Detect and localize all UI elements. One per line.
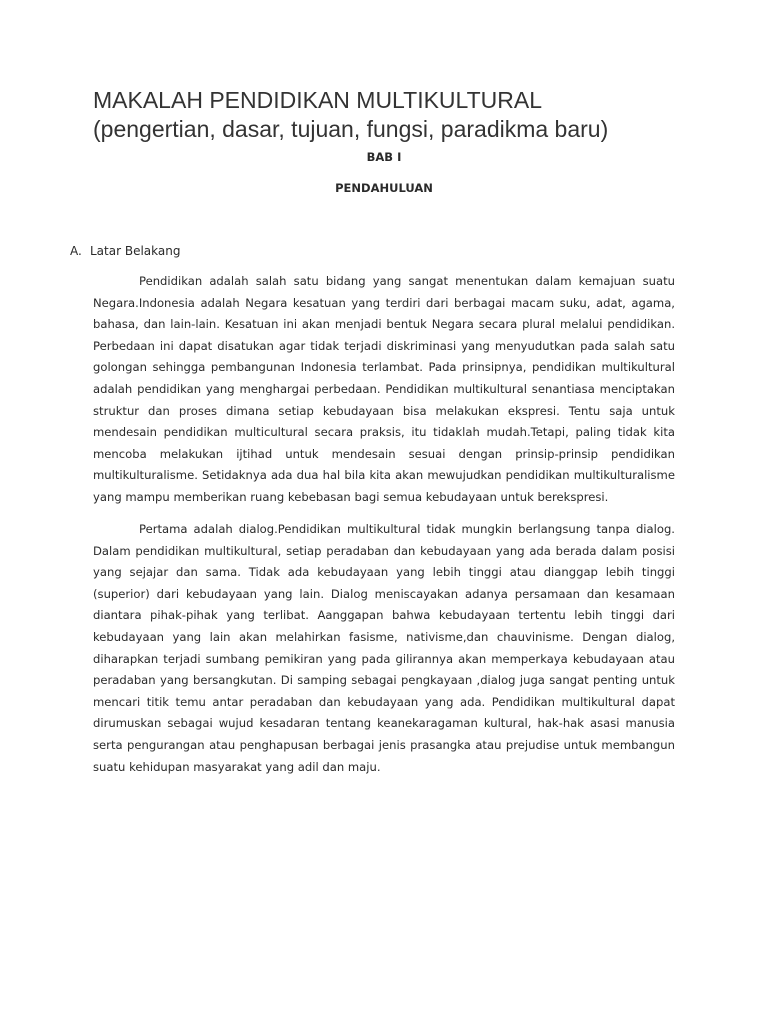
body-paragraph-1: Pendidikan adalah salah satu bidang yang sangat menentukan dalam kemajuan suatu Negara.Indonesia adalah Negara kesatuan yang terdiri dari berbagai macam suku, adat, agama, bahasa, dan lain-lain. Kesatuan ini akan menjadi bentuk Negara secara plural melalui pendidikan. Perbedaan ini dapat disatukan agar tidak terjadi diskriminasi yang menyudutkan pada salah satu golongan sehingga pembangunan Indonesia terlambat. Pada prinsipnya, pendidikan multikultural adalah pendidikan yang menghargai perbedaan. Pendidikan multikultural senantiasa menciptakan struktur dan proses dimana setiap kebudayaan bisa melakukan ekspresi. Tentu saja untuk mendesain pendidikan multicultural secara praksis, itu tidaklah mudah.Tetapi, paling tidak kita mencoba melakukan ijtihad untuk mendesain sesuai dengan prinsip-prinsip pendidikan multikulturalisme. Setidaknya ada dua hal bila kita akan mewujudkan pendidikan multikulturalisme yang mampu memberikan ruang kebebasan bagi semua kebudayaan untuk berekspresi. — [93, 274, 675, 504]
chapter-title: PENDAHULUAN — [335, 181, 433, 195]
body-paragraph-2: Pertama adalah dialog.Pendidikan multikultural tidak mungkin berlangsung tanpa dialog. Dalam pendidikan multikultural, setiap peradaban dan kebudayaan yang ada berada dalam posisi yang sejajar dan sama. Tidak ada kebudayaan yang lebih tinggi atau dianggap lebih tinggi (superior) dari kebudayaan yang lain. Dialog meniscayakan adanya persamaan dan kesamaan diantara pihak-pihak yang terlibat. Aanggapan bahwa kebudayaan tertentu lebih tinggi dari kebudayaan yang lain akan melahirkan fasisme, nativisme,dan chauvinisme. Dengan dialog, diharapkan terjadi sumbang pemikiran yang pada gilirannya akan memperkaya kebudayaan atau peradaban yang bersangkutan. Di samping sebagai pengkayaan ,dialog juga sangat penting untuk mencari titik temu antar peradaban dan kebudayaan yang ada. Pendidikan multikultural dapat dirumuskan sebagai wujud kesadaran tentang keanekaragaman kultural, hak-hak asasi manusia serta pengurangan atau penghapusan berbagai jenis prasangka atau prejudise untuk membangun suatu kehidupan masyarakat yang adil dan maju. — [93, 522, 675, 774]
document-title — [93, 86, 713, 144]
document-title-line-1: MAKALAH PENDIDIKAN MULTIKULTURAL — [93, 87, 543, 113]
chapter-number: BAB I — [366, 150, 402, 164]
section-letter: A. — [70, 244, 82, 258]
section-title: Latar Belakang — [90, 244, 181, 258]
section-heading — [70, 244, 180, 258]
document-title-line-2: (pengertian, dasar, tujuan, fungsi, paradikma baru) — [93, 116, 609, 142]
